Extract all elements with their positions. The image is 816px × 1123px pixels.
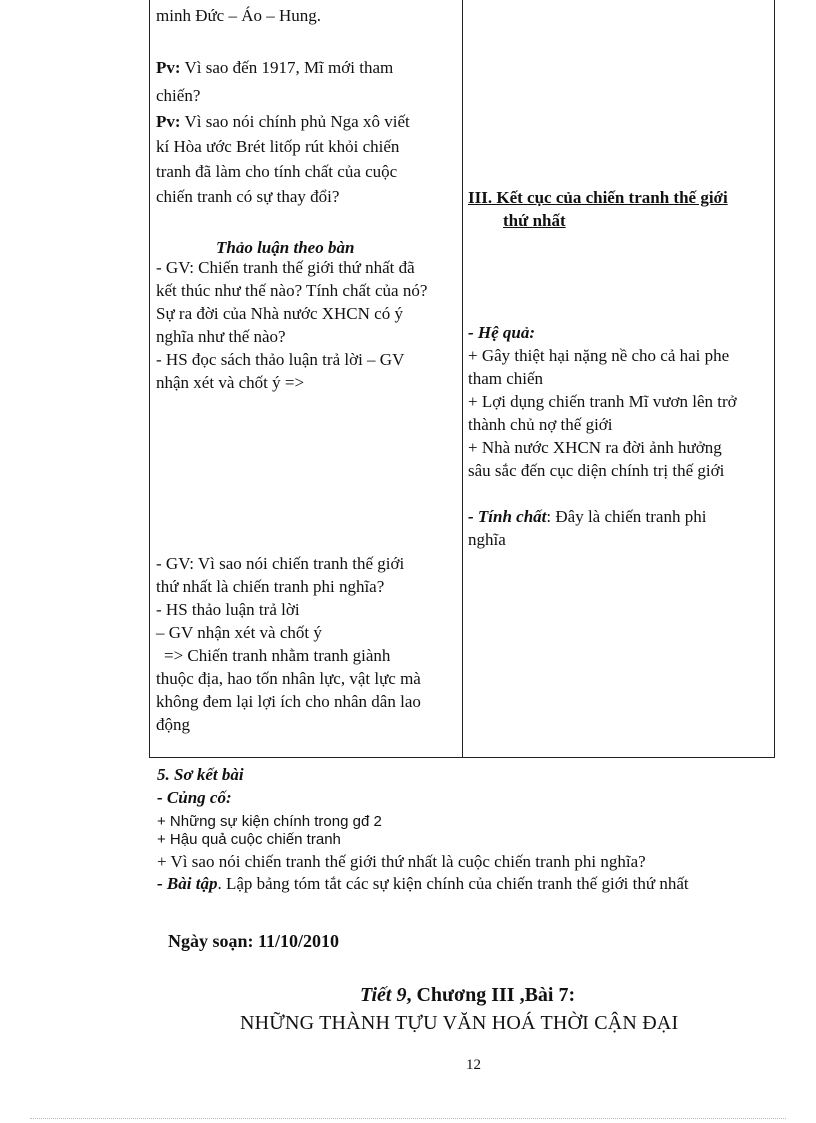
consequence-item: + Nhà nước XHCN ra đời ảnh hưởng [468, 438, 722, 457]
section-heading: III. Kết cục của chiến tranh thế giới [468, 188, 728, 207]
question-pv2: Pv: Vì sao nói chính phủ Nga xô viết [156, 112, 410, 131]
consequence-item: + Lợi dụng chiến tranh Mĩ vươn lên trở [468, 392, 737, 411]
review-item: + Những sự kiện chính trong gđ 2 [157, 813, 382, 830]
gv-question-2: - GV: Vì sao nói chiến tranh thế giới [156, 554, 405, 573]
hs-activity: - HS đọc sách thảo luận trả lời – GV [156, 350, 405, 369]
question-pv2-cont: chiến tranh có sự thay đổi? [156, 187, 340, 206]
nature-line-cont: nghĩa [468, 530, 506, 549]
question-pv2-cont: kí Hòa ước Brét litốp rút khỏi chiến [156, 137, 400, 156]
discussion-heading: Thảo luận theo bàn [216, 238, 355, 257]
conclusion-text-cont: động [156, 715, 190, 734]
hs-activity-cont: nhận xét và chốt ý => [156, 373, 305, 392]
consequence-item-cont: sâu sắc đến cục diện chính trị thế giới [468, 461, 725, 480]
hs-activity-2: - HS thảo luận trả lời [156, 600, 300, 619]
consequence-item-cont: tham chiến [468, 369, 544, 388]
nature-line: - Tính chất: Đây là chiến tranh phi [468, 507, 707, 526]
homework-label: - Bài tập [157, 874, 218, 893]
homework-line: - Bài tập. Lập bảng tóm tắt các sự kiện chính của chiến tranh thế giới thứ nhất [157, 874, 689, 893]
question-pv2-cont: tranh đã làm cho tính chất của cuộc [156, 162, 398, 181]
gv-question-cont: nghĩa như thế nào? [156, 327, 286, 346]
lesson-title: NHỮNG THÀNH TỰU VĂN HOÁ THỜI CẬN ĐẠI [240, 1012, 679, 1034]
question-pv1-cont: chiến? [156, 86, 201, 105]
consequences-label: - Hệ quả: [468, 323, 536, 342]
review-label: - Củng cố: [157, 788, 232, 807]
review-item: + Hậu quả cuộc chiến tranh [157, 831, 341, 848]
section-heading-cont: thứ nhất [503, 211, 566, 230]
pv-label: Pv: [156, 58, 181, 77]
page-bottom-border [30, 1118, 786, 1119]
column-divider [462, 0, 463, 757]
chapter-label: , Chương III ,Bài 7: [406, 984, 576, 1006]
review-item: + Vì sao nói chiến tranh thế giới thứ nhất là cuộc chiến tranh phi nghĩa? [157, 852, 646, 871]
gv-question-2-cont: thứ nhất là chiến tranh phi nghĩa? [156, 577, 385, 596]
consequence-item: + Gây thiệt hại nặng nề cho cả hai phe [468, 346, 730, 365]
consequence-item-cont: thành chủ nợ thế giới [468, 415, 613, 434]
lesson-number: Tiết 9 [360, 984, 407, 1006]
left-text-line: minh Đức – Áo – Hung. [156, 6, 322, 25]
gv-question-cont: kết thúc như thế nào? Tính chất của nó? [156, 281, 428, 300]
conclusion-text: => Chiến tranh nhằm tranh giành [164, 646, 391, 665]
question-pv1: Pv: Vì sao đến 1917, Mĩ mới tham [156, 58, 394, 77]
gv-question: - GV: Chiến tranh thế giới thứ nhất đã [156, 258, 415, 277]
conclusion-text-cont: thuộc địa, hao tốn nhân lực, vật lực mà [156, 669, 421, 688]
gv-conclusion: – GV nhận xét và chốt ý [156, 623, 322, 642]
prep-date: Ngày soạn: 11/10/2010 [168, 931, 340, 951]
gv-question-cont: Sự ra đời của Nhà nước XHCN có ý [156, 304, 403, 323]
pv-label: Pv: [156, 112, 181, 131]
lesson-number-line [360, 982, 575, 1008]
summary-title: 5. Sơ kết bài [157, 765, 244, 784]
page-number: 12 [466, 1057, 481, 1073]
nature-label: - Tính chất [468, 507, 547, 526]
conclusion-text-cont: không đem lại lợi ích cho nhân dân lao [156, 692, 421, 711]
